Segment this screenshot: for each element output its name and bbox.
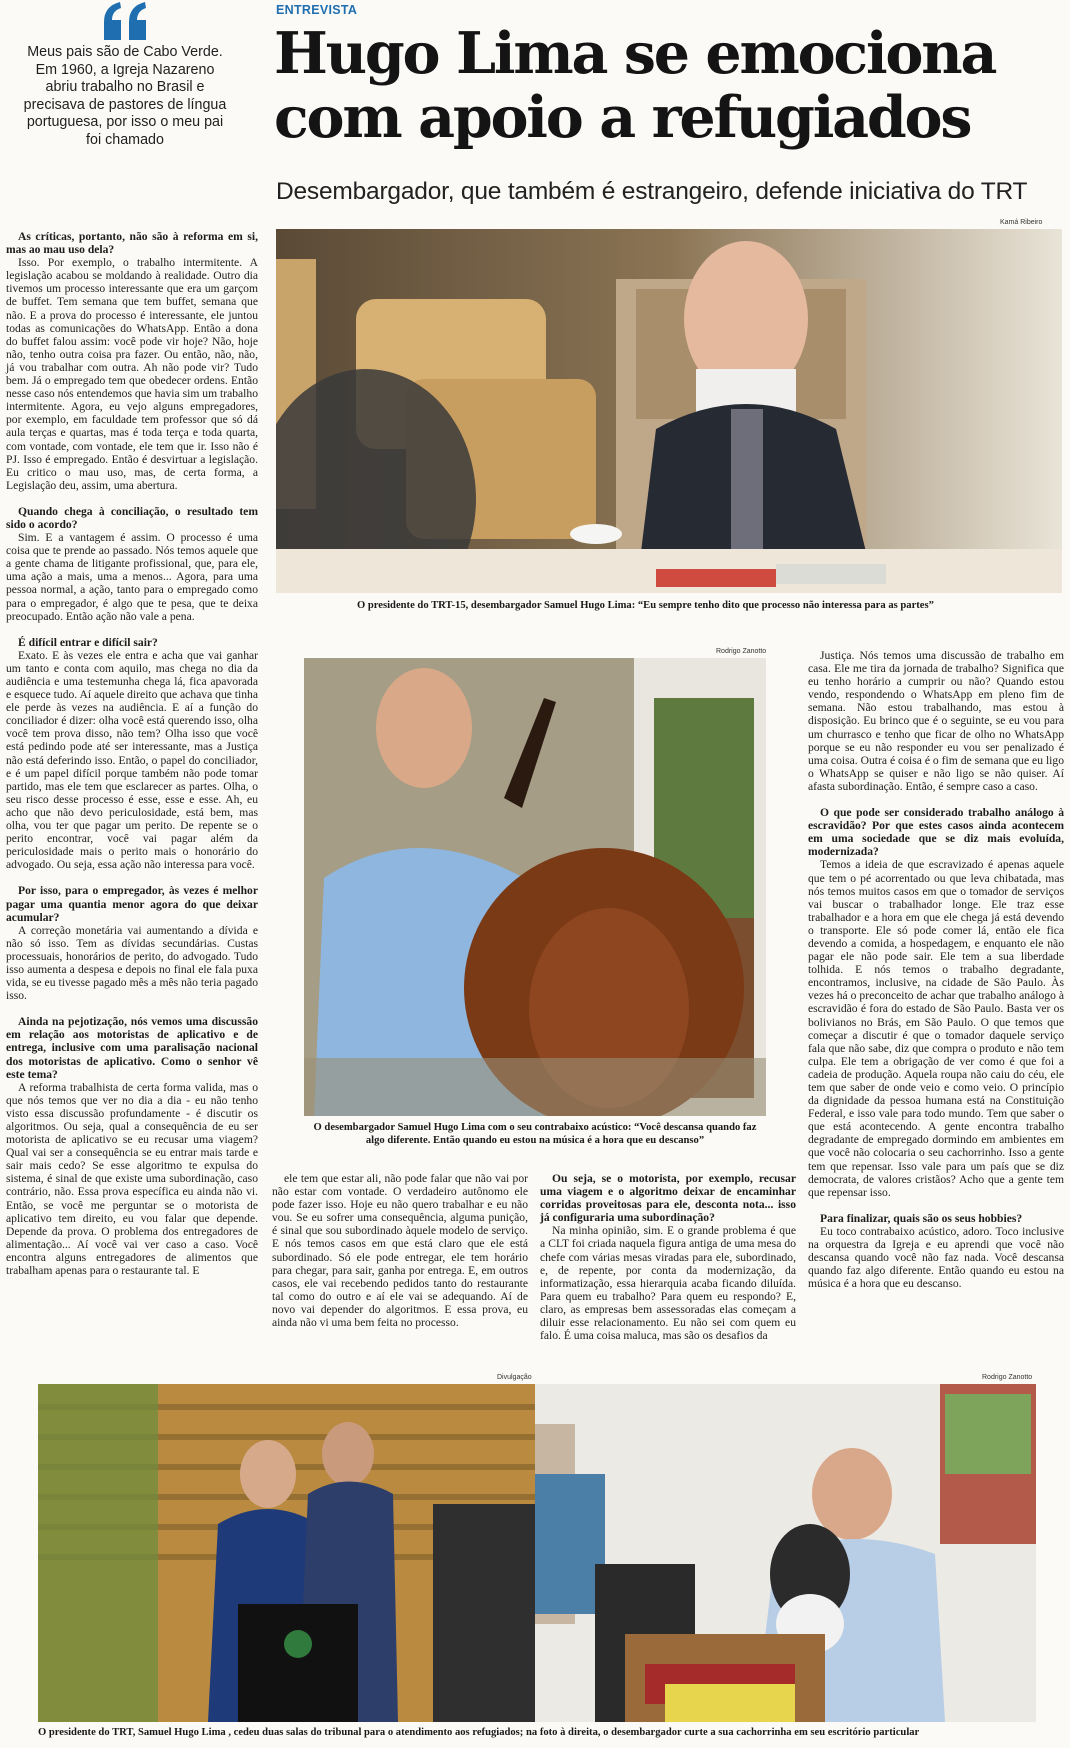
interview-answer: Isso. Por exemplo, o trabalho intermitente. A legislação acabou se moldando à realidade. Outro dia tivemos um processo interessante que era um garçom de buffet. Tem semana que tem buffet, semana que não. E a prova do processo é interessante, ele juntou todas as comunicações do WhatsApp. Então a dona do buffet falou assim: você pode vir hoje? Não, hoje não, tenho outra coisa pra fazer. Ou então, não, não, já vou trabalhar com outra. Ah não pode vir? Tudo bem. Já o empregado tem que obedecer ordens. Então nesse caso nós entendemos que havia sim um trabalho intermitente. Agora, eu vejo alguns empregadores, por exemplo, em faculdade tem professor que só dá aula terças e quartas, mas é toda terça e toda quarta, com vontade, com vontade, ele tem que ir. Isso não é PJ. Isso é empregado. Então é desvirtuar a legislação. Eu critico o mau uso, mas, de certa forma, a Legislação deu, assim, uma abertura. [6, 256, 258, 492]
interview-question: É difícil entrar e difícil sair? [18, 635, 158, 649]
interview-question: Por isso, para o empregador, às vezes é melhor pagar uma quantia menor agora do que deixar acumular? [6, 884, 258, 924]
interview-question: Ou seja, se o motorista, por exemplo, recusar uma viagem e o algoritmo deixar de encaminhar corridas proveitosas para ele, desconta nota... isso já configuraria uma subordinação? [540, 1172, 796, 1225]
photo-credit-main: Kamá Ribeiro [1000, 219, 1043, 226]
music-photo-caption: O desembargador Samuel Hugo Lima com o seu contrabaixo acústico: “Você descansa quando faz algo diferente. Então quando eu estou na música é a hora que eu descanso” [313, 1122, 757, 1146]
bass-photo [304, 658, 766, 1116]
interview-answer: A reforma trabalhista de certa forma valida, mas o que nós temos que ver no dia a dia - eu não tenho visto essa discussão profundamente - é discutir os algoritmos. Ou seja, qual a consequência de eu ser motorista de aplicativo se eu recusar uma viagem? Qual vai ser a consequência se eu entrar mais tarde e sair mais cedo? Se esse algoritmo te expulsa do sistema, é sinal de que existe uma subordinação, caso contrário, não. Essa prova específica eu ainda não vi. Então, se você me perguntar se o motorista de aplicativo tem direito, eu vou falar que depende. Depende da prova. O problema dos entregadores de alimentação... Aí você vai ver caso a caso. Você encontra alguns entregadores de alimentos que trabalham apenas para o restaurante tal. E [6, 1080, 258, 1278]
interview-answer: Temos a ideia de que escravizado é apenas aquele que tem o pé acorrentado ou que leva chibatada, mas nós temos muitos casos em que o tomador de serviços vai buscar o trabalhador longe. Ele traz esse trabalhador e a hora em que ele chega já está devendo o transporte. Ele só pode comer lá, então ele fica devendo a comida, a hospedagem, e enquanto ele não pagar ele não pode sair. Ele tem a sua liberdade tolhida. E nós temos o trabalho degradante, encontramos, inclusive, na cidade de São Paulo. Às vezes há o preconceito de achar que trabalho análogo à escravidão é fora do estado de São Paulo. Basta ver os bolivianos no Brás, em São Paulo. O que temos que começar a discutir é que o tomador daquele serviço fala que não sabe, diz que compra o produto e não tem culpa. Ele tem a obrigação de ver como é que foi a cadeia de produção. Aquela roupa não caiu do céu, ele tem que saber de onde veio e como veio. O princípio da dignidade da pessoa humana está na Constituição Federal, e isso vale para todo mundo. Tem que saber o que está acontecendo. A gente encontra trabalho degradante de empregado dormindo em ambientes em que você não colocaria o seu cachorrinho. Isso a gente tem que repensar. Isso vale para um país que se diz democrata, de valores cristãos? Acho que a gente tem que repensar isso. [808, 858, 1064, 1199]
interview-question: Ainda na pejotização, nós vemos uma discussão em relação aos motoristas de aplicativo e de entrega, inclusive com uma paralisação nacional dos motoristas de aplicativo. Como o senhor vê este tema? [6, 1015, 258, 1081]
office-dog-photo [535, 1384, 1036, 1722]
quote-mark-icon [102, 0, 150, 42]
section-kicker: ENTREVISTA [276, 3, 358, 17]
headline: Hugo Lima se emociona com apoio a refugiados [274, 20, 996, 151]
subheadline: Desembargador, que também é estrangeiro, defende iniciativa do TRT [276, 178, 1028, 205]
interview-answer: Justiça. Nós temos uma discussão de trabalho em casa. Ele me tira da jornada de trabalho? Significa que eu tenho horário a cumprir ou não? Quando estou vendo, respondendo o WhatsApp em pleno fim de semana. Não estou trabalhando, mas estou à disposição. Eu brinco que é o seguinte, se eu vou para um churrasco e tenho que ficar de olho no WhatsApp porque se eu não responder eu vou ser penalizado é uma coisa. Outra é coisa é o fim de semana que eu ligo o WhatsApp se quiser e não ligo se não quiser. Aí afasta subordinação. Então, é sempre caso a caso. [808, 649, 1064, 793]
photo-credit-bottom-right: Rodrigo Zanotto [982, 1374, 1033, 1381]
interview-question: As críticas, portanto, não são à reforma em si, mas ao mau uso dela? [6, 230, 258, 257]
photo-credit-music: Rodrigo Zanotto [716, 648, 767, 655]
interview-answer: A correção monetária vai aumentando a dívida e não só isso. Tem as dívidas secundárias. Custas processuais, honorários de perito, do advogado. Tudo isso aumenta a despesa e depois no final ele fala puxa vida, se eu tivesse pagado mês a mês não teria pagado isso. [6, 923, 258, 1003]
article-column-2 [272, 1172, 528, 1329]
refugee-room-photo [38, 1384, 535, 1722]
interview-question: Para finalizar, quais são os seus hobbies? [820, 1211, 1023, 1225]
interview-answer: Eu toco contrabaixo acústico, adoro. Toco inclusive na orquestra da Igreja e eu aprendi que você não descansa quando você não faz nada. Você descansa quando faz algo diferente. Então quando eu estou na música é a hora que eu descanso. [808, 1224, 1064, 1291]
article-column-1 [6, 230, 258, 1277]
interview-answer: Na minha opinião, sim. E o grande problema é que a CLT foi criada naquela figura antiga de uma mesa do chefe com várias mesas viradas para ele, subordinado, e, de repente, por conta da modernização, da informatização, essa hierarquia acaba ficando diluída. Para quem eu trabalho? Para quem eu respondo? E, claro, as empresas bem assessoradas elas começam a diluir esse relacionamento. Eu não sei com quem eu falo. É uma coisa maluca, mas são os desafios da [540, 1224, 796, 1343]
main-photo [276, 229, 1062, 593]
interview-question: O que pode ser considerado trabalho análogo à escravidão? Por que estes casos ainda acontecem em uma sociedade que se diz mais evoluída, modernizada? [808, 806, 1064, 859]
interview-question: Quando chega à conciliação, o resultado tem sido o acordo? [6, 504, 258, 531]
photo-credit-bottom-left: Divulgação [497, 1374, 532, 1381]
interview-answer: Exato. E às vezes ele entra e acha que vai ganhar um tanto e conta com aquilo, mas chega no dia da audiência e uma testemunha chega lá, fica apavorada e esquece tudo. Aí aquele direito que achava que tinha ele perde às vezes na audiência. E aí a função do conciliador é dizer: olha você está querendo isso, olha você tem prova disso, não tem? Olha isso que você está pedindo pode até ser interessante, mas a Justiça não está deferindo isso. Então, o papel do conciliador, e é um papel difícil porque também não pode tomar partido, mas ele tem que esclarecer as partes. Olha, o seu risco desse processo é esse, esse e esse. Ah, eu acho que não devo periculosidade, está bem, mas olha, vou ter que pagar um perito. De repente se o perito encontrar, você vai pagar além da periculosidade mais o perito mais o honorário do advogado. Ou seja, essa ação não interessa para você. [6, 648, 258, 872]
main-photo-caption: O presidente do TRT-15, desembargador Samuel Hugo Lima: “Eu sempre tenho dito que processo não interessa para as partes” [357, 600, 934, 611]
article-column-3 [540, 1172, 796, 1342]
interview-answer: Sim. E a vantagem é assim. O processo é uma coisa que te prende ao passado. Nós temos aquele que a gente chama de litigante profissional, que, para ele, uma ação a mais, uma a menos... Agora, para uma pessoa normal, a ação, tanto para o empregado como para o empregador, é algo que te pesa, que te deixa preocupado. Então ação não vale a pena. [6, 531, 258, 623]
pull-quote: Meus pais são de Cabo Verde. Em 1960, a Igreja Nazareno abriu trabalho no Brasil e precisava de pastores de língua portuguesa, por isso o meu pai foi chamado [23, 44, 227, 148]
bottom-photos-caption: O presidente do TRT, Samuel Hugo Lima , cedeu duas salas do tribunal para o atendimento aos refugiados; na foto à direita, o desembargador curte a sua cachorrinha em seu escritório particular [38, 1727, 920, 1738]
interview-answer: ele tem que estar ali, não pode falar que não vai por não estar com vontade. O verdadeiro autônomo ele pode fazer isso. Hoje eu não quero trabalhar e eu não vou. Se eu sofrer uma consequência, alguma punição, é sinal que sou subordinado àquele modelo de serviço. E nós temos casos em que está claro que ele está subordinado. Só ele pode entregar, ele tem horário para chegar, para sair, ganha por entrega. E, em outros casos, ele vai recebendo pedidos tanto do restaurante tal como do outro e aí ele vai se adequando. Aí de novo vai depender do algoritmos. E essa prova, eu ainda não vi uma bem feita no processo. [272, 1172, 528, 1330]
article-column-4 [808, 649, 1064, 1290]
